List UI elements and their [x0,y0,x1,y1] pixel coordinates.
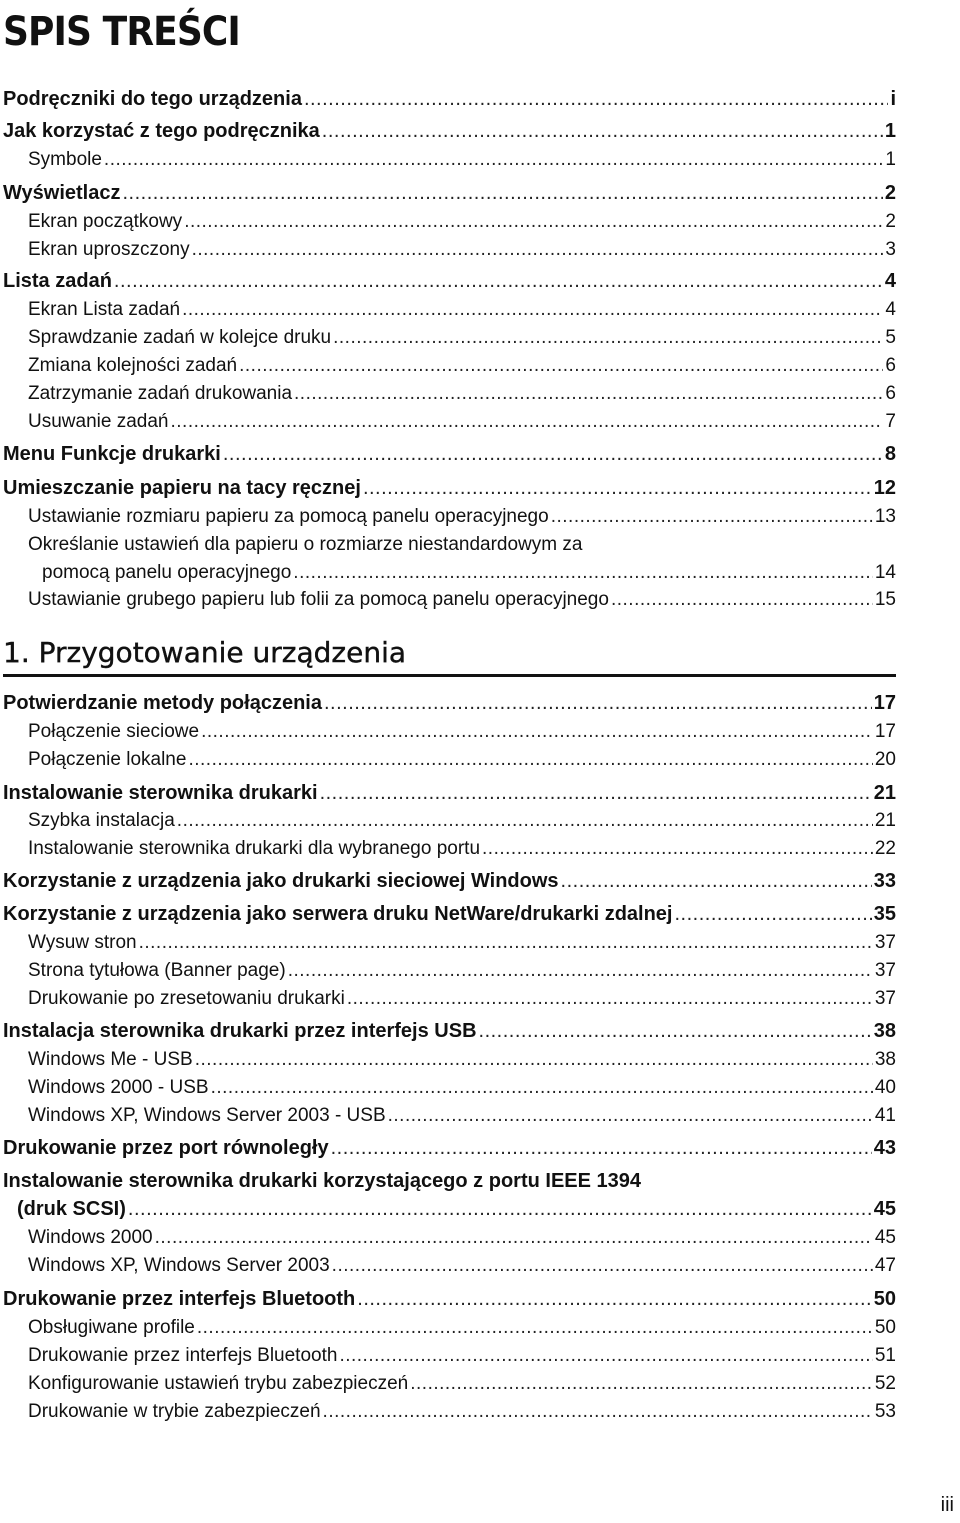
toc-entry-page: 2 [884,182,896,204]
toc-entry-text: Ustawianie rozmiaru papieru za pomocą panelu operacyjnego [28,506,549,527]
toc-entry-page: 2 [885,211,896,232]
dot-leader [239,353,883,379]
toc-entry[interactable] [3,86,896,112]
toc-entry-text: pomocą panelu operacyjnego [42,562,292,583]
toc-entry-page: 4 [884,270,896,292]
dot-leader [288,958,873,984]
toc-entry[interactable] [28,209,896,235]
toc-entry-text: Windows 2000 - USB [28,1077,209,1098]
toc-entry-text: Umieszczanie papieru na tacy ręcznej [3,477,361,499]
dot-leader [177,808,873,834]
toc-entry-page: 5 [885,327,896,348]
dot-leader [479,1018,872,1044]
toc-entry[interactable] [28,1399,896,1425]
toc-entry-text: Drukowanie w trybie zabezpieczeń [28,1401,321,1422]
toc-entry-text: Wysuw stron [28,932,137,953]
dot-leader [195,1047,873,1073]
toc-entry[interactable] [3,475,896,501]
toc-entry[interactable] [28,1225,896,1251]
toc-entry[interactable] [28,808,896,834]
toc-entry-text: Usuwanie zadań [28,411,169,432]
toc-entry-text: Potwierdzanie metody połączenia [3,692,322,714]
toc-entry-text: Podręczniki do tego urządzenia [3,88,302,110]
toc-entry-page: 37 [874,988,896,1009]
page-number: iii [940,1494,954,1516]
toc-entry-page: 37 [874,932,896,953]
toc-entry-page: 12 [873,477,896,499]
toc-entry-page: 50 [874,1317,896,1338]
toc-entry[interactable] [28,147,896,173]
dot-leader [188,747,872,773]
toc-entry-page: 50 [873,1288,896,1310]
dot-leader [363,475,872,501]
toc-entry[interactable] [3,690,896,716]
dot-leader [155,1225,873,1251]
toc-entry-page: 51 [874,1345,896,1366]
dot-leader [357,1286,871,1312]
toc-entry-wrapped-line[interactable]: Określanie ustawień dla papieru o rozmiarze niestandardowym za [28,534,583,555]
dot-leader [211,1075,873,1101]
toc-entry-page: 14 [874,562,896,583]
dot-leader [293,560,873,586]
toc-entry[interactable] [28,958,896,984]
toc-entry[interactable] [28,325,896,351]
dot-leader [323,1399,873,1425]
dot-leader [104,147,884,173]
toc-entry[interactable] [28,409,896,435]
dot-leader [388,1103,873,1129]
toc-entry-page: 21 [874,810,896,831]
toc-entry-page: i [890,88,896,110]
toc-entry[interactable] [3,1286,896,1312]
toc-entry[interactable] [28,1103,896,1129]
toc-entry-text: Windows XP, Windows Server 2003 - USB [28,1105,386,1126]
dot-leader [184,209,883,235]
toc-entry-page: 52 [874,1373,896,1394]
dot-leader [114,268,883,294]
toc-entry-text: Zatrzymanie zadań drukowania [28,383,293,404]
toc-entry[interactable] [3,1018,896,1044]
toc-entry-text: (druk SCSI) [17,1198,126,1220]
toc-entry-page: 20 [874,749,896,770]
toc-entry-text: Połączenie lokalne [28,749,187,770]
toc-entry-page: 21 [873,782,896,804]
toc-entry[interactable] [3,901,896,927]
toc-entry-page: 38 [874,1049,896,1070]
toc-entry[interactable] [28,986,896,1012]
chapter-divider [3,674,896,677]
toc-entry-page: 38 [873,1020,896,1042]
dot-leader [192,237,884,263]
toc-entry[interactable] [28,719,896,745]
toc-entry-page: 47 [874,1255,896,1276]
toc-entry[interactable] [3,441,896,467]
page-title: SPIS TREŚCI [3,9,240,55]
toc-entry-text: Windows XP, Windows Server 2003 [28,1255,330,1276]
toc-entry-page: 53 [874,1401,896,1422]
toc-entry[interactable] [28,381,896,407]
toc-entry[interactable] [28,747,896,773]
toc-entry-text: Instalowanie sterownika drukarki [3,782,318,804]
dot-leader [294,381,883,407]
toc-entry-wrapped-line[interactable]: Instalowanie sterownika drukarki korzystającego z portu IEEE 1394 [3,1170,642,1192]
toc-entry-page: 4 [885,299,896,320]
toc-entry-text: Strona tytułowa (Banner page) [28,960,286,981]
toc-entry-text: Instalacja sterownika drukarki przez interfejs USB [3,1020,477,1042]
dot-leader [561,868,872,894]
toc-entry-text: Drukowanie po zresetowaniu drukarki [28,988,345,1009]
toc-entry-text: Korzystanie z urządzenia jako serwera druku NetWare/drukarki zdalnej [3,903,673,925]
toc-entry[interactable] [28,1343,896,1369]
toc-entry[interactable] [28,1075,896,1101]
toc-entry-page: 7 [885,411,896,432]
toc-entry[interactable] [3,1135,896,1161]
dot-leader [122,180,882,206]
toc-entry-text: Menu Funkcje drukarki [3,443,221,465]
toc-entry-text: Drukowanie przez interfejs Bluetooth [3,1288,356,1310]
toc-entry-text: Obsługiwane profile [28,1317,195,1338]
toc-entry-page: 13 [874,506,896,527]
toc-entry-text: Zmiana kolejności zadań [28,355,238,376]
dot-leader [551,504,873,530]
toc-entry-page: 1 [885,149,896,170]
dot-leader [347,986,873,1012]
toc-entry-text: Drukowanie przez port równoległy [3,1137,329,1159]
toc-entry[interactable] [42,560,896,586]
toc-entry[interactable] [28,1047,896,1073]
toc-entry[interactable] [17,1196,896,1222]
toc-entry-text: Symbole [28,149,102,170]
toc-entry-text: Szybka instalacja [28,810,175,831]
toc-entry-page: 37 [874,960,896,981]
toc-entry-page: 3 [885,239,896,260]
dot-leader [332,1253,873,1279]
dot-leader [331,1135,872,1161]
toc-entry[interactable] [28,353,896,379]
dot-leader [182,297,883,323]
toc-entry[interactable] [3,118,896,144]
toc-entry[interactable] [28,237,896,263]
toc-entry-text: Drukowanie przez interfejs Bluetooth [28,1345,338,1366]
toc-entry-text: Ustawianie grubego papieru lub folii za pomocą panelu operacyjnego [28,589,609,610]
toc-entry[interactable] [28,587,896,613]
toc-entry-page: 43 [873,1137,896,1159]
toc-entry-text: Połączenie sieciowe [28,721,200,742]
dot-leader [324,690,872,716]
toc-entry-page: 45 [873,1198,896,1220]
toc-entry[interactable] [28,504,896,530]
toc-entry[interactable] [28,1253,896,1279]
toc-entry-text: Windows Me - USB [28,1049,193,1070]
dot-leader [223,441,883,467]
toc-entry[interactable] [3,180,896,206]
toc-entry-text: Wyświetlacz [3,182,121,204]
toc-entry[interactable] [3,868,896,894]
dot-leader [197,1315,873,1341]
dot-leader [333,325,883,351]
toc-entry[interactable] [28,836,896,862]
toc-entry-page: 33 [873,870,896,892]
dot-leader [320,780,872,806]
toc-entry[interactable] [3,268,896,294]
toc-entry-page: 1 [884,120,896,142]
toc-entry-text: Ekran Lista zadań [28,299,181,320]
toc-entry[interactable] [28,1371,896,1397]
dot-leader [139,930,873,956]
chapter-title: 1. Przygotowanie urządzenia [3,636,407,669]
toc-entry-page: 15 [874,589,896,610]
dot-leader [304,86,889,112]
dot-leader [322,118,883,144]
toc-entry-page: 17 [874,721,896,742]
toc-entry-text: Ekran początkowy [28,211,183,232]
toc-entry-text: Lista zadań [3,270,112,292]
toc-entry-page: 45 [874,1227,896,1248]
dot-leader [674,901,871,927]
toc-entry-page: 35 [873,903,896,925]
toc-entry-page: 22 [874,838,896,859]
toc-entry-text: Jak korzystać z tego podręcznika [3,120,320,142]
toc-entry-page: 40 [874,1077,896,1098]
toc-entry-text: Konfigurowanie ustawień trybu zabezpieczeń [28,1373,409,1394]
toc-entry[interactable] [3,780,896,806]
toc-entry-text: Korzystanie z urządzenia jako drukarki sieciowej Windows [3,870,559,892]
toc-entry-text: Windows 2000 [28,1227,153,1248]
toc-entry-page: 41 [874,1105,896,1126]
dot-leader [201,719,873,745]
toc-entry-text: Sprawdzanie zadań w kolejce druku [28,327,332,348]
toc-entry-page: 8 [884,443,896,465]
toc-entry[interactable] [28,930,896,956]
toc-entry-page: 17 [873,692,896,714]
dot-leader [410,1371,873,1397]
dot-leader [128,1196,872,1222]
toc-entry-text: Instalowanie sterownika drukarki dla wybranego portu [28,838,481,859]
toc-entry[interactable] [28,297,896,323]
toc-entry-text: Ekran uproszczony [28,239,190,260]
dot-leader [170,409,883,435]
dot-leader [339,1343,872,1369]
toc-entry-page: 6 [885,355,896,376]
dot-leader [482,836,873,862]
toc-entry-page: 6 [885,383,896,404]
dot-leader [611,587,873,613]
toc-entry[interactable] [28,1315,896,1341]
